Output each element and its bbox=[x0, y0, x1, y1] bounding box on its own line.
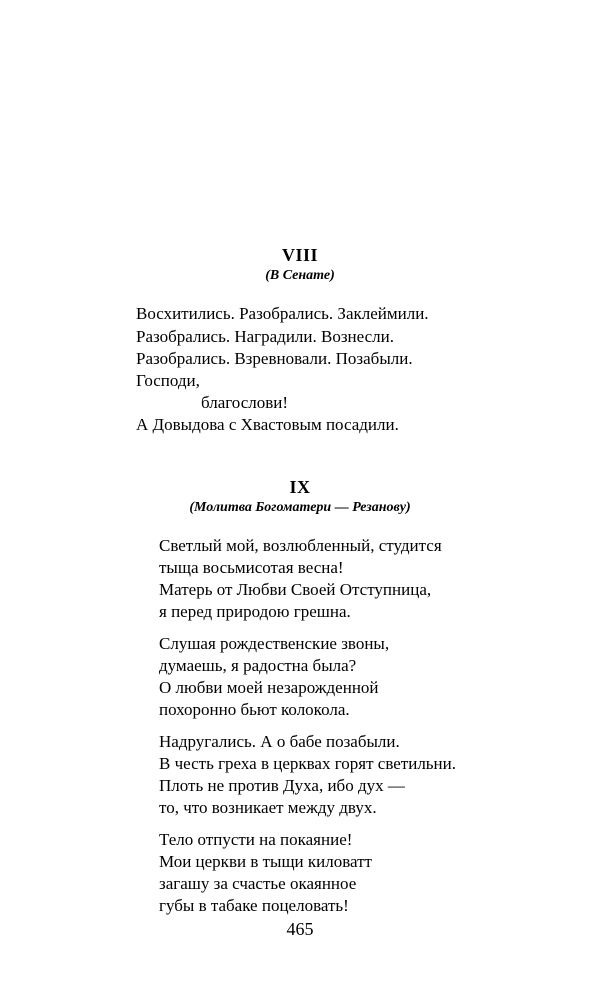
poem-line: Плоть не против Духа, ибо дух — bbox=[159, 776, 405, 795]
poem-line: О любви моей незарожденной bbox=[159, 678, 379, 697]
poem-line: Матерь от Любви Своей Отступница, bbox=[159, 580, 432, 599]
poem-line: Мои церкви в тыщи киловатт bbox=[159, 852, 372, 871]
poem-line: Светлый мой, возлюбленный, студится bbox=[159, 536, 442, 555]
poem-line: Тело отпусти на покаяние! bbox=[159, 830, 353, 849]
poem-line: Восхитились. Разобрались. Заклеймили. bbox=[136, 304, 429, 323]
poem-line: Слушая рождественские звоны, bbox=[159, 634, 390, 653]
poem-line: В честь греха в церквах горят светильни. bbox=[159, 754, 457, 773]
poem-line: тыща восьмисотая весна! bbox=[159, 558, 344, 577]
section-9-subtitle: (Молитва Богоматери — Резанову) bbox=[189, 500, 411, 515]
section-8-subtitle: (В Сенате) bbox=[265, 268, 335, 283]
poem-line: А Довыдова с Хвастовым посадили. bbox=[136, 415, 399, 434]
poem-line: я перед природою грешна. bbox=[159, 602, 351, 621]
poem-line: Надругались. А о бабе позабыли. bbox=[159, 732, 400, 751]
poem-line: Разобрались. Взревновали. Позабыли. bbox=[136, 349, 413, 368]
poem-line: думаешь, я радостна была? bbox=[159, 656, 357, 675]
poem-line: Господи, bbox=[136, 371, 200, 390]
section-9-numeral: IX bbox=[289, 477, 311, 497]
page-number: 465 bbox=[286, 919, 314, 939]
poem-line: Разобрались. Наградили. Вознесли. bbox=[136, 327, 395, 346]
poem-line: похоронно бьют колокола. bbox=[159, 700, 350, 719]
poem-line: благослови! bbox=[201, 393, 289, 412]
poem-line: то, что возникает между двух. bbox=[159, 798, 377, 817]
poem-line: губы в табаке поцеловать! bbox=[159, 896, 349, 915]
section-8-numeral: VIII bbox=[281, 245, 318, 265]
poem-line: загашу за счастье окаянное bbox=[159, 874, 357, 893]
